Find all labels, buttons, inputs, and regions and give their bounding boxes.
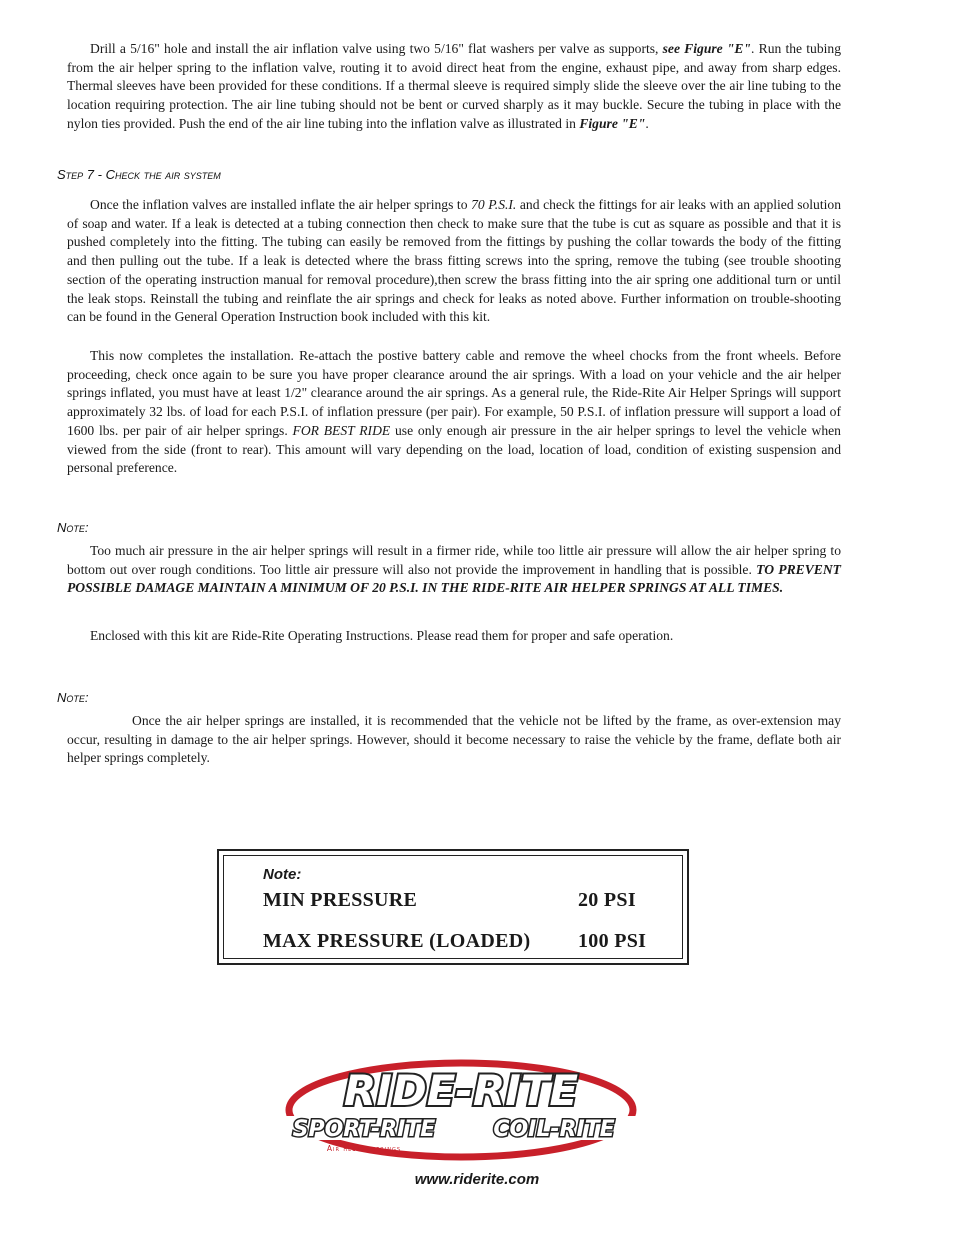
ride-rite-logo	[276, 1058, 646, 1168]
enclosed-instructions-text: Enclosed with this kit are Ride-Rite Operating Instructions. Please read them for proper and safe operation.	[90, 628, 674, 643]
logo-tagline: Air helper springs	[326, 1144, 402, 1153]
logo-coil-rite-text: COIL-RITE	[493, 1117, 615, 1142]
installation-paragraph: Drill a 5/16" hole and install the air inflation valve using two 5/16" flat washers per valve as supports, see Figure "E". Run the tubing from the air helper spring to the inflation valve, routing it to avoid direct heat from the engine, exhaust pipe, and away from sharp edges. Thermal sleeves have been provided for these conditions. If a thermal sleeve is required simply slide the sleeve over the air line tubing to the location requiring protection. The air line tubing should not be bent or curved sharply as it may buckle. Secure the tubing in place with the nylon ties provided. Push the end of the air line tubing into the inflation valve as illustrated in Figure "E".	[67, 41, 841, 131]
pressure-note-heading: Note:	[263, 866, 302, 883]
figure-e-reference: see Figure "E"	[662, 41, 752, 56]
check-air-system-paragraph: Once the inflation valves are installed inflate the air helper springs to 70 P.S.I. and check the fittings for air leaks with an applied solution of soap and water. If a leak is detected at a tubing connection then check to make sure that the tube is cut as square as possible and that it is pushed completely into the fitting. The tubing can easily be removed from the fittings by pushing the collar towards the body of the fitting and then pulling out the tube. If a leak is detected where the brass fitting screws into the spring, remove the tubing (see trouble shooting section of the operating instruction manual for removal procedure),then screw the brass fitting into the air spring one additional turn or until the leak stops. Reinstall the tubing and reinflate the air springs and check for leaks as noted above. Further information on trouble-shooting can be found in the General Operation Instruction book included with this kit.	[67, 197, 842, 325]
note-pressure-paragraph: Too much air pressure in the air helper springs will result in a firmer ride, while too little air pressure will allow the air helper spring to bottom out over rough conditions. Too little air pressure will also not provide the improvement in handling that is possible. TO PREVENT POSSIBLE DAMAGE MAINTAIN A MINIMUM OF 20 P.S.I. IN THE RIDE-RITE AIR HELPER SPRINGS AT ALL TIMES.	[67, 543, 841, 596]
pressure-note-box	[217, 849, 689, 965]
note-heading: Note:	[57, 520, 89, 535]
step-7-heading: Step 7 - Check the air system	[57, 167, 221, 182]
max-pressure-label: MAX PRESSURE (LOADED)	[263, 930, 531, 952]
max-pressure-value: 100 PSI	[578, 930, 647, 952]
website-url[interactable]: www.riderite.com	[414, 1171, 540, 1188]
warning-text: TO PREVENT POSSIBLE DAMAGE MAINTAIN A MINIMUM OF 20 P.S.I. IN THE RIDE-RITE AIR HELPER SPRINGS AT ALL TIMES.	[67, 561, 841, 596]
completion-paragraph: This now completes the installation. Re-attach the postive battery cable and remove the wheel chocks from the front wheels. Before proceeding, check once again to be sure you have proper clearance around the air springs. With a load on your vehicle and the air helper springs inflated, you must have at least 1/2" clearance around the air springs. As a general rule, the Ride-Rite Air Helper Springs will support approximately 32 lbs. of load for each P.S.I. of inflation pressure (per pair). For example, 50 P.S.I. of inflation pressure will support a load of 1600 lbs. per pair of air helper springs. FOR BEST RIDE use only enough air pressure in the air helper springs to level the vehicle when viewed from the side (front to rear). This amount will vary depending on the load, location of load, condition of existing suspension and personal preference.	[67, 348, 841, 476]
min-pressure-value: 20 PSI	[578, 889, 636, 911]
min-pressure-row	[263, 889, 636, 912]
logo-graphic	[276, 1058, 646, 1168]
min-pressure-label: MIN PRESSURE	[263, 889, 418, 911]
logo-sport-rite-text: SPORT-RITE	[292, 1117, 436, 1142]
logo-main-text: RIDE-RITE	[343, 1066, 579, 1115]
lifting-note-paragraph: Once the air helper springs are installed, it is recommended that the vehicle not be lifted by the frame, as over-extension may occur, resulting in damage to the air helper springs. However, should it become necessary to raise the vehicle by the frame, deflate both air helper springs completely.	[67, 713, 841, 766]
note-heading-2: Note:	[57, 690, 89, 705]
max-pressure-row	[263, 930, 647, 953]
figure-e-reference: Figure "E"	[579, 115, 646, 131]
